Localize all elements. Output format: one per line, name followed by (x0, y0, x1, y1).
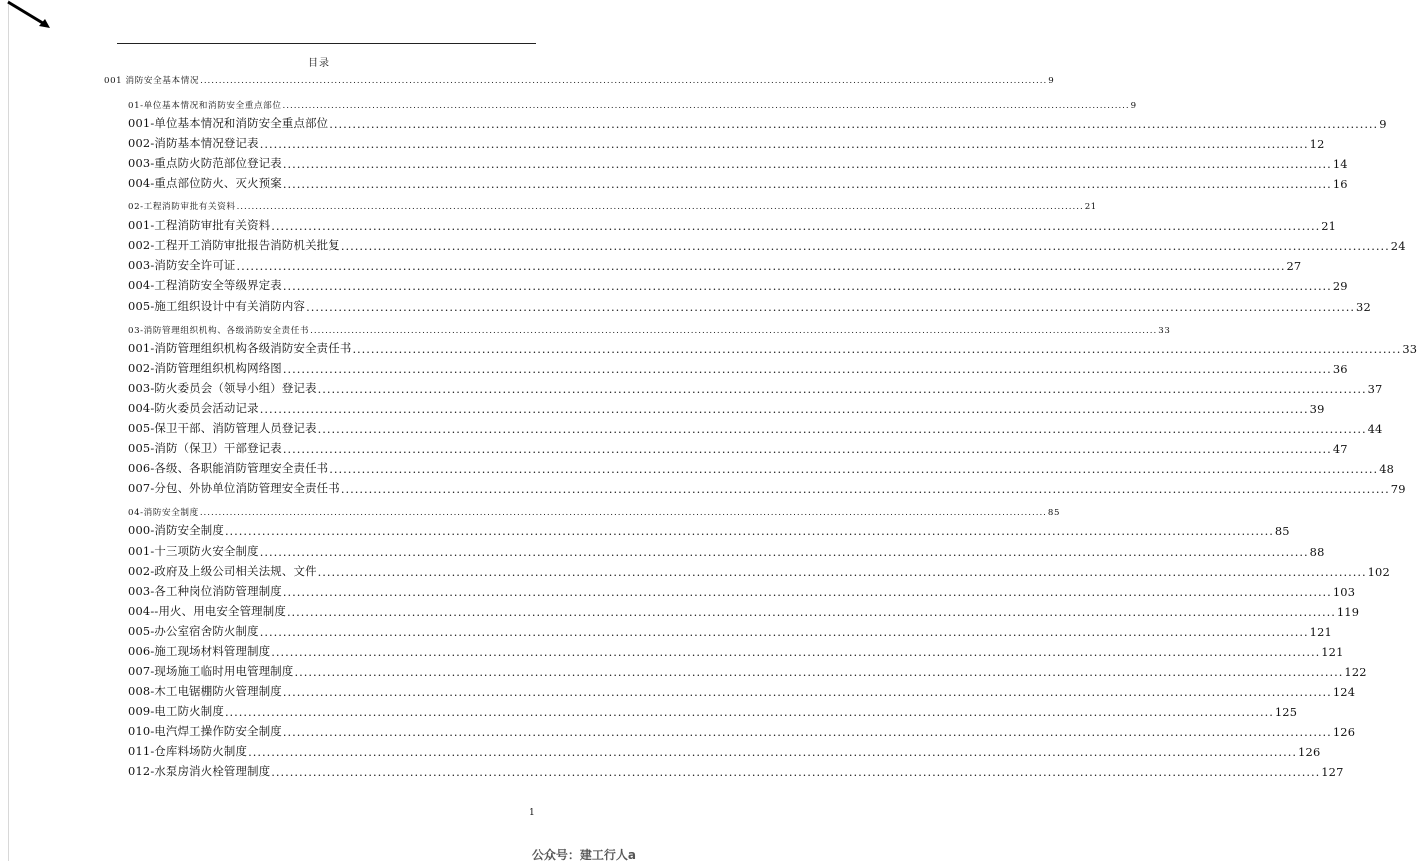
toc-entry-label: 005-施工组织设计中有关消防内容 (128, 299, 306, 313)
toc-dot-leader: ................................................................................................................................................................................................................................... (259, 545, 1309, 559)
toc-entry[interactable] (0, 561, 1390, 579)
toc-dot-leader: ................................................................................................................................................................................................................................... (282, 725, 1332, 739)
toc-entry-label: 03-消防管理组织机构、各级消防安全责任书 (128, 326, 310, 336)
toc-entry-page: 27 (1286, 259, 1302, 273)
toc-entry[interactable] (0, 601, 1360, 619)
toc-entry-page: 85 (1047, 508, 1061, 518)
toc-entry-page: 14 (1332, 157, 1348, 171)
toc-entry-label: 003-防火委员会（领导小组）登记表 (128, 381, 317, 395)
toc-entry-page: 9 (1048, 76, 1055, 86)
toc-entry-page: 79 (1390, 482, 1406, 496)
toc-entry[interactable] (0, 398, 1325, 416)
toc-dot-leader: ................................................................................................................................................................................................................................... (282, 279, 1332, 293)
toc-entry-page: 36 (1332, 362, 1348, 376)
toc-entry-row (128, 641, 1344, 659)
toc-entry-page: 29 (1332, 279, 1348, 293)
toc-entry-page: 122 (1344, 665, 1367, 679)
toc-entry-row (128, 318, 1171, 336)
toc-dot-leader: ................................................................................................................................................................................................................................... (271, 219, 1321, 233)
toc-entry-page: 85 (1274, 524, 1290, 538)
toc-dot-leader: ................................................................................................................................................................................................................................... (317, 382, 1367, 396)
toc-entry[interactable] (0, 741, 1321, 759)
toc-entry-row (128, 93, 1137, 111)
toc-entry-row (128, 500, 1061, 518)
toc-entry-label: 011-仓库料场防火制度 (128, 744, 248, 758)
toc-entry-page: 126 (1332, 725, 1356, 739)
toc-entry[interactable] (0, 255, 1302, 273)
toc-entry[interactable] (0, 641, 1344, 659)
toc-entry-label: 02-工程消防审批有关资料 (128, 202, 236, 212)
toc-entry-label: 004-防火委员会活动记录 (128, 401, 259, 415)
toc-entry-label: 004-重点部位防火、灭火预案 (128, 176, 282, 190)
toc-entry-page: 24 (1390, 239, 1406, 253)
toc-entry-page: 39 (1309, 402, 1325, 416)
toc-entry-row (128, 378, 1383, 396)
toc-entry-row (128, 133, 1325, 151)
toc-entry-label: 006-施工现场材料管理制度 (128, 644, 271, 658)
toc-dot-leader: ................................................................................................................................................................................................................................... (282, 685, 1332, 699)
toc-entry-row (128, 681, 1356, 699)
toc-entry-page: 125 (1274, 705, 1298, 719)
toc-entry-label: 009-电工防火制度 (128, 704, 224, 718)
toc-entry-row (128, 458, 1395, 476)
toc-entry-row (128, 661, 1367, 679)
toc-entry-label: 003-重点防火防范部位登记表 (128, 156, 282, 170)
toc-entry-page: 37 (1367, 382, 1383, 396)
toc-entry[interactable] (0, 235, 1406, 253)
toc-entry-label: 012-水泵房消火栓管理制度 (128, 764, 271, 778)
toc-dot-leader: ................................................................................................................................................................................................................................... (236, 259, 1286, 273)
toc-entry-label: 008-木工电锯棚防火管理制度 (128, 684, 282, 698)
toc-entry-row (128, 338, 1417, 356)
toc-entry[interactable] (0, 458, 1395, 476)
toc-entry[interactable] (0, 215, 1337, 233)
toc-entry-row (128, 438, 1348, 456)
toc-entry-label: 002-消防管理组织机构网络图 (128, 361, 282, 375)
toc-entry-label: 01-单位基本情况和消防安全重点部位 (128, 101, 282, 111)
toc-entry-row (128, 621, 1332, 639)
toc-entry[interactable] (0, 113, 1387, 131)
toc-entry-label: 001-消防管理组织机构各级消防安全责任书 (128, 341, 352, 355)
toc-entry-row (128, 358, 1348, 376)
toc-entry-page: 44 (1367, 422, 1383, 436)
toc-entry-page: 102 (1367, 565, 1390, 579)
watermark: 公众号：建工行人a (531, 848, 636, 862)
toc-entry[interactable] (0, 153, 1348, 171)
toc-entry-label: 010-电汽焊工操作防安全制度 (128, 724, 282, 738)
toc-entry[interactable] (0, 520, 1290, 538)
toc-dot-leader: ................................................................................................................................................................................................................................... (259, 625, 1309, 639)
toc-entry-page: 127 (1321, 765, 1344, 779)
toc-dot-leader: ................................................................................................................................................................................................................................... (282, 442, 1332, 456)
toc-entry-row (128, 215, 1337, 233)
toc-entry[interactable] (0, 133, 1325, 151)
toc-entry-page: 124 (1332, 685, 1356, 699)
toc-dot-leader: ................................................................................................................................................................................................................................... (248, 745, 1298, 759)
toc-entry[interactable] (0, 761, 1344, 779)
toc-dot-leader: ................................................................................................................................................................................................................................... (271, 645, 1321, 659)
toc-dot-leader: ................................................................................................................................................................................................................................... (282, 177, 1332, 191)
toc-entry-row (128, 741, 1321, 759)
toc-entry[interactable] (0, 93, 1137, 111)
toc-entry-page: 33 (1158, 326, 1171, 336)
toc-entry-page: 16 (1332, 177, 1348, 191)
toc-entry[interactable] (0, 701, 1298, 719)
toc-entry-label: 004--用火、用电安全管理制度 (128, 604, 286, 618)
toc-entry[interactable] (0, 378, 1383, 396)
toc-entry-label: 004-工程消防安全等级界定表 (128, 278, 282, 292)
toc-entry-row (128, 601, 1360, 619)
toc-entry-row (128, 173, 1348, 191)
toc-entry-row (128, 418, 1383, 436)
toc-entry-row (128, 275, 1348, 293)
toc-entry-page: 12 (1309, 137, 1325, 151)
toc-dot-leader: ................................................................................................................................................................................................................................... (200, 76, 1048, 86)
toc-entry[interactable] (0, 194, 1097, 212)
toc-dot-leader: ................................................................................................................................................................................................................................... (329, 117, 1379, 131)
toc-entry[interactable] (0, 478, 1406, 496)
toc-entry-page: 21 (1321, 219, 1337, 233)
toc-entry[interactable] (0, 621, 1332, 639)
toc-entry[interactable] (0, 661, 1367, 679)
toc-entry-label: 003-消防安全许可证 (128, 258, 236, 272)
toc-entry-label: 007-现场施工临时用电管理制度 (128, 664, 294, 678)
toc-entry-row (128, 561, 1390, 579)
toc-entry-page: 121 (1309, 625, 1332, 639)
toc-entry-label: 002-消防基本情况登记表 (128, 136, 259, 150)
toc-entry[interactable] (0, 338, 1417, 356)
toc-entry-row (128, 478, 1406, 496)
toc-entry[interactable] (0, 721, 1356, 739)
toc-entry-row (128, 296, 1371, 314)
toc-entry-label: 005-办公室宿舍防火制度 (128, 624, 259, 638)
toc-entry-label: 002-政府及上级公司相关法规、文件 (128, 564, 317, 578)
toc-dot-leader: ................................................................................................................................................................................................................................... (282, 362, 1332, 376)
toc-entry-row (128, 398, 1325, 416)
toc-dot-leader: ................................................................................................................................................................................................................................... (199, 508, 1047, 518)
toc-entry-row (128, 255, 1302, 273)
toc-dot-leader: ................................................................................................................................................................................................................................... (224, 705, 1274, 719)
toc-entry-row (128, 721, 1356, 739)
toc-entry[interactable] (0, 581, 1356, 599)
toc-entry-row (128, 235, 1406, 253)
toc-title: 目录 (308, 58, 330, 69)
toc-dot-leader: ................................................................................................................................................................................................................................... (340, 239, 1390, 253)
page-number: 1 (529, 808, 535, 818)
toc-dot-leader: ................................................................................................................................................................................................................................... (282, 585, 1332, 599)
toc-entry-page: 9 (1130, 101, 1137, 111)
toc-entry-row (128, 153, 1348, 171)
toc-entry[interactable] (0, 418, 1383, 436)
toc-entry-page: 32 (1356, 300, 1371, 314)
toc-dot-leader: ................................................................................................................................................................................................................................... (236, 202, 1084, 212)
toc-entry-row (128, 541, 1325, 559)
toc-entry[interactable] (0, 541, 1325, 559)
toc-dot-leader: ................................................................................................................................................................................................................................... (282, 101, 1130, 111)
toc-dot-leader: ................................................................................................................................................................................................................................... (282, 157, 1332, 171)
toc-dot-leader: ................................................................................................................................................................................................................................... (306, 300, 1355, 314)
toc-entry-page: 33 (1402, 342, 1417, 356)
toc-entry-page: 103 (1332, 585, 1356, 599)
toc-entry-label: 005-保卫干部、消防管理人员登记表 (128, 421, 317, 435)
toc-entry[interactable] (0, 438, 1348, 456)
toc-entry-label: 001-十三项防火安全制度 (128, 544, 259, 558)
toc-entry-row (128, 701, 1298, 719)
toc-entry[interactable] (0, 681, 1356, 699)
toc-entry[interactable] (0, 358, 1348, 376)
toc-entry-label: 000-消防安全制度 (128, 523, 224, 537)
toc-entry-page: 48 (1379, 462, 1395, 476)
header-rule (117, 43, 536, 44)
toc-entry-label: 007-分包、外协单位消防管理安全责任书 (128, 481, 340, 495)
toc-dot-leader: ................................................................................................................................................................................................................................... (352, 342, 1402, 356)
toc-entry[interactable] (0, 275, 1348, 293)
toc-entry-row (128, 761, 1344, 779)
toc-entry-page: 9 (1379, 117, 1387, 131)
toc-dot-leader: ................................................................................................................................................................................................................................... (259, 402, 1309, 416)
toc-entry-page: 121 (1321, 645, 1344, 659)
cursor-arrow-icon (6, 0, 52, 30)
toc-dot-leader: ................................................................................................................................................................................................................................... (329, 462, 1379, 476)
toc-entry[interactable] (0, 68, 1055, 86)
toc-dot-leader: ................................................................................................................................................................................................................................... (317, 422, 1367, 436)
toc-entry-label: 005-消防（保卫）干部登记表 (128, 441, 282, 455)
toc-dot-leader: ................................................................................................................................................................................................................................... (271, 765, 1321, 779)
toc-dot-leader: ................................................................................................................................................................................................................................... (310, 326, 1158, 336)
toc-entry-page: 47 (1332, 442, 1348, 456)
toc-entry-label: 04-消防安全制度 (128, 508, 199, 518)
toc-entry-page: 119 (1336, 605, 1360, 619)
toc-entry[interactable] (0, 500, 1061, 518)
toc-entry-label: 006-各级、各职能消防管理安全责任书 (128, 461, 329, 475)
toc-entry-label: 002-工程开工消防审批报告消防机关批复 (128, 238, 340, 252)
toc-dot-leader: ................................................................................................................................................................................................................................... (286, 605, 1336, 619)
toc-entry-page: 21 (1084, 202, 1097, 212)
toc-entry-page: 126 (1298, 745, 1321, 759)
toc-entry[interactable] (0, 173, 1348, 191)
toc-entry-label: 003-各工种岗位消防管理制度 (128, 584, 282, 598)
toc-entry-row (128, 581, 1356, 599)
toc-dot-leader: ................................................................................................................................................................................................................................... (294, 665, 1344, 679)
toc-dot-leader: ................................................................................................................................................................................................................................... (224, 524, 1274, 538)
toc-entry-label: 001 消防安全基本情况 (104, 76, 200, 86)
toc-entry-row (104, 68, 1055, 86)
toc-entry-label: 001-工程消防审批有关资料 (128, 218, 271, 232)
toc-dot-leader: ................................................................................................................................................................................................................................... (259, 137, 1309, 151)
toc-dot-leader: ................................................................................................................................................................................................................................... (340, 482, 1390, 496)
toc-entry[interactable] (0, 296, 1371, 314)
toc-entry-row (128, 194, 1097, 212)
toc-dot-leader: ................................................................................................................................................................................................................................... (317, 565, 1367, 579)
toc-entry-row (128, 113, 1387, 131)
toc-entry-page: 88 (1309, 545, 1325, 559)
toc-entry[interactable] (0, 318, 1171, 336)
toc-entry-row (128, 520, 1290, 538)
toc-entry-label: 001-单位基本情况和消防安全重点部位 (128, 116, 329, 130)
